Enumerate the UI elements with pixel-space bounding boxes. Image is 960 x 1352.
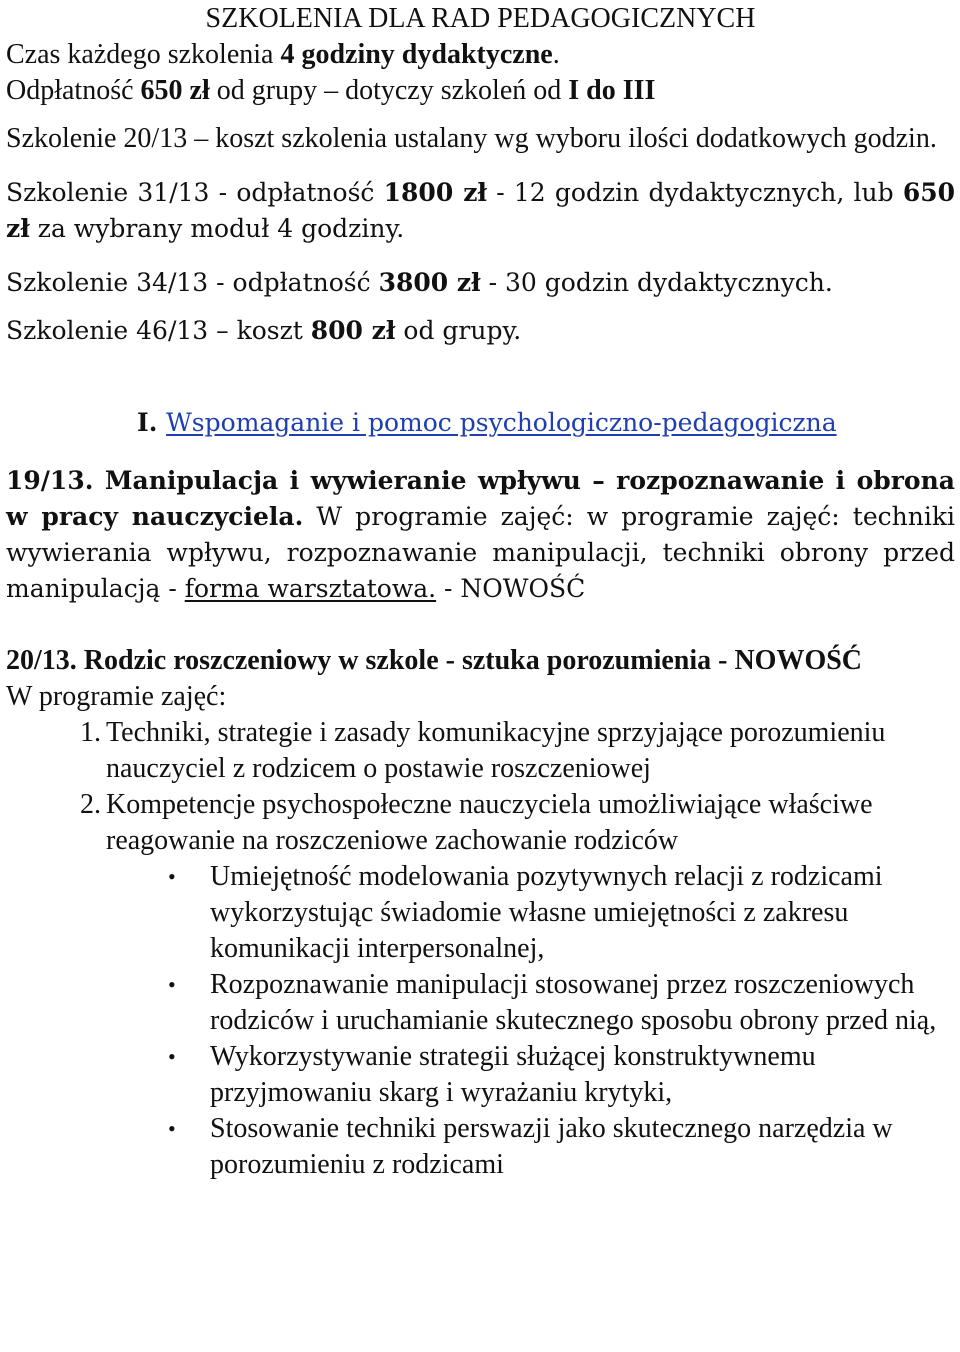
fee-bold: 650 zł [140,75,210,106]
document-page [0,1,960,1352]
bullet-item [168,967,955,1039]
t4613-b: 800 zł [310,316,396,345]
t4613-a: Szkolenie 46/13 – koszt [6,316,311,345]
list-number: 2. [80,789,101,820]
list-text: Kompetencje psychospołeczne nauczyciela umożliwiające właściwe reagowanie na roszczeniowe zachowanie rodziców [106,789,873,856]
training-3113 [6,175,955,247]
t3413-a: Szkolenie 34/13 - odpłatność [6,268,379,297]
training-4613 [6,313,955,349]
bullet-text: Stosowanie techniki perswazji jako skutecznego narzędzia w porozumieniu z rodzicami [210,1113,893,1180]
bullet-item [168,1111,955,1183]
t3113-b: 1800 zł [383,178,488,207]
list-item [6,787,955,859]
t4613-c: od grupy. [395,316,522,345]
bullet-item [168,859,955,967]
numbered-list [6,715,955,859]
list-text: Techniki, strategie i zasady komunikacyjne sprzyjające porozumieniu nauczyciel z rodzicem o postawie roszczeniowej [106,717,886,784]
course-1913-tail: - NOWOŚĆ [436,574,586,603]
fee-prefix: Odpłatność [6,75,141,106]
section-link[interactable]: Wspomaganie i pomoc psychologiczno-pedagogiczna [166,408,837,437]
bullet-text: Rozpoznawanie manipulacji stosowanej przez roszczeniowych rodziców i uruchamianie skutecznego sposobu obrony przed nią, [210,969,937,1036]
time-info [6,37,955,73]
bullet-icon: • [168,864,176,889]
course-1913-body: W programie zajęć: w programie zajęć: techniki wywierania wpływu, rozpoznawanie manipulacji, techniki obrony przed manipulacją - [6,502,955,603]
bullet-icon: • [168,1116,176,1141]
t3113-c: - 12 godzin dydaktycznych, lub [487,178,903,207]
course-1913-form: forma warsztatowa. [184,574,437,603]
course-2013-heading [6,643,955,679]
course-1913-heading: 19/13. Manipulacja i wywieranie wpływu – rozpoznawanie i obrona w pracy nauczyciela. [6,466,955,531]
bullet-icon: • [168,1044,176,1069]
bullet-text: Wykorzystywanie strategii służącej konstruktywnemu przyjmowaniu skarg i wyrażaniu krytyki, [210,1041,816,1108]
time-suffix: . [552,39,560,70]
course-1913 [6,463,955,607]
bullet-icon: • [168,972,176,997]
training-3413 [6,265,955,301]
bullet-item [168,1039,955,1111]
program-label: W programie zajęć: [6,681,227,712]
bullet-text: Umiejętność modelowania pozytywnych relacji z rodzicami wykorzystując świadomie własne umiejętności z zakresu komunikacji interpersonalnej, [210,861,883,964]
t3113-a: Szkolenie 31/13 - odpłatność [6,178,384,207]
time-bold: 4 godziny dydaktyczne [280,39,553,70]
bullet-list [6,859,955,1183]
time-prefix: Czas każdego szkolenia [6,39,281,70]
t3113-d: 650 zł [6,178,955,243]
fee-bold2: I do III [568,75,656,106]
t3413-b: 3800 zł [378,268,481,297]
list-number: 1. [80,717,101,748]
document-title: SZKOLENIA DLA RAD PEDAGOGICZNYCH [205,3,756,34]
t3113-e: za wybrany moduł 4 godziny. [29,214,405,243]
section-heading [6,405,955,441]
section-number: I. [137,408,167,437]
t3413-c: - 30 godzin dydaktycznych. [480,268,833,297]
list-item [6,715,955,787]
course-2013-heading-text: 20/13. Rodzic roszczeniowy w szkole - sztuka porozumienia - NOWOŚĆ [6,645,863,676]
fee-info [6,73,955,109]
fee-middle: od grupy – dotyczy szkoleń od [209,75,569,106]
training-2013: Szkolenie 20/13 – koszt szkolenia ustalany wg wyboru ilości dodatkowych godzin. [6,123,937,154]
